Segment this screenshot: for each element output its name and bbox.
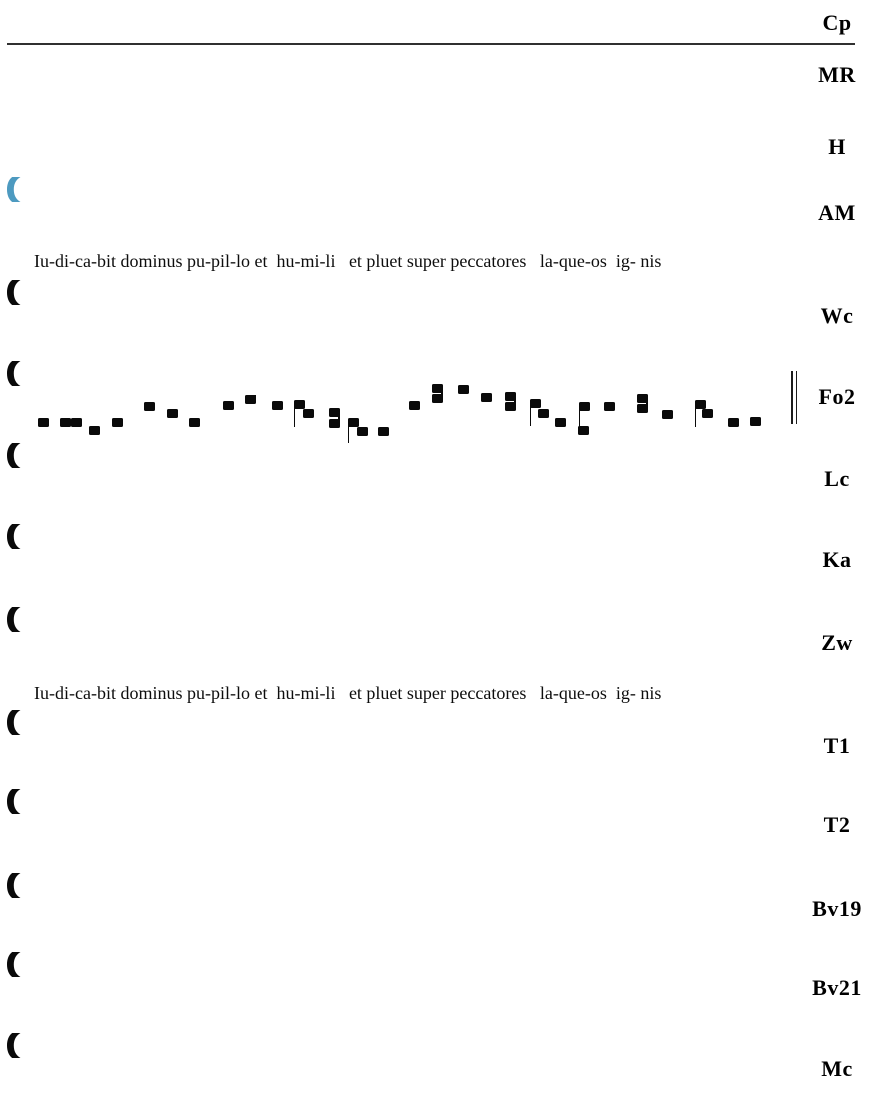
note [112, 418, 123, 427]
staff-line [7, 834, 797, 836]
c-clef-icon [7, 177, 22, 202]
staff-line [7, 772, 797, 774]
note [357, 427, 368, 436]
staff-line [7, 1014, 797, 1016]
note [294, 400, 305, 409]
source-label-mc: Mc [821, 1056, 853, 1081]
note [555, 418, 566, 427]
staff-line [7, 918, 797, 920]
staff-line [7, 406, 797, 408]
staff-line [7, 1078, 797, 1080]
note [167, 409, 178, 418]
staff-line [7, 935, 797, 937]
staff-line [7, 669, 797, 671]
staff-line [7, 534, 797, 536]
source-label-ka: Ka [822, 547, 852, 572]
note [538, 409, 549, 418]
note [604, 402, 615, 411]
note [378, 427, 389, 436]
staff-line [7, 342, 797, 344]
note [695, 400, 706, 409]
source-label-cp: Cp [822, 10, 852, 35]
staff-line [7, 307, 797, 309]
c-clef-icon [7, 1033, 22, 1058]
note [303, 409, 314, 418]
source-label-bv19: Bv19 [812, 896, 862, 921]
end-barline [791, 371, 793, 424]
staff-line [7, 325, 797, 327]
staff-line [7, 239, 797, 241]
source-label-h: H [828, 134, 846, 159]
note [750, 417, 761, 426]
staff-line [7, 997, 797, 999]
note-plica [254, 395, 256, 402]
staff-line [7, 979, 797, 981]
staff-line [7, 187, 797, 189]
podatus-connector [514, 394, 516, 408]
note [530, 399, 541, 408]
podatus-connector [646, 396, 648, 410]
c-clef-icon [7, 280, 22, 305]
staff-line [7, 737, 797, 739]
note-stem [348, 421, 350, 443]
note [189, 418, 200, 427]
top-rule [7, 43, 855, 45]
staff-line [7, 222, 797, 224]
note [458, 385, 469, 394]
staff-line [7, 569, 797, 571]
staff-line [7, 900, 797, 902]
source-label-wc: Wc [820, 303, 854, 328]
note [38, 418, 49, 427]
lyric-line-2: Iu-di-ca-bit dominus pu-pil-lo et hu-mi-li et pluet super peccatores la-que-os ig- nis [34, 683, 662, 703]
staff-line [7, 962, 797, 964]
source-label-zw: Zw [821, 630, 853, 655]
end-barline [796, 371, 798, 424]
note [662, 410, 673, 419]
staff-line [7, 634, 797, 636]
staff-line [7, 470, 797, 472]
staff-line [7, 720, 797, 722]
note-stem [530, 402, 532, 426]
note [71, 418, 82, 427]
staff-line [7, 505, 797, 507]
staff-line [7, 816, 797, 818]
staff-line [7, 423, 797, 425]
staff-line [7, 1095, 797, 1097]
note [579, 402, 590, 411]
staff-line [7, 586, 797, 588]
lyric-line-1: Iu-di-ca-bit dominus pu-pil-lo et hu-mi-li et pluet super peccatores la-que-os ig- nis [34, 251, 662, 271]
note [348, 418, 359, 427]
staff-line [7, 551, 797, 553]
staff-line [7, 1060, 797, 1062]
c-clef-icon [7, 524, 22, 549]
staff-line [7, 290, 797, 292]
note [272, 401, 283, 410]
c-clef-icon [7, 952, 22, 977]
podatus-connector [441, 386, 443, 400]
note-stem [294, 403, 296, 427]
note [702, 409, 713, 418]
staff-line [7, 371, 797, 373]
note [223, 401, 234, 410]
staff-line [7, 755, 797, 757]
source-label-lc: Lc [824, 466, 850, 491]
note [578, 426, 589, 435]
c-clef-icon [7, 607, 22, 632]
c-clef-icon [7, 361, 22, 386]
note [89, 426, 100, 435]
staff-line [7, 851, 797, 853]
note [409, 401, 420, 410]
source-label-t2: T2 [823, 812, 851, 837]
note [144, 402, 155, 411]
staff-line [7, 204, 797, 206]
note [481, 393, 492, 402]
c-clef-icon [7, 873, 22, 898]
staff-line [7, 883, 797, 885]
staff-line [7, 488, 797, 490]
c-clef-icon [7, 710, 22, 735]
source-label-mr: MR [818, 62, 856, 87]
source-label-bv21: Bv21 [812, 975, 862, 1000]
staff-line [7, 799, 797, 801]
podatus-connector [338, 410, 340, 425]
staff-line [7, 652, 797, 654]
note-stem [695, 403, 697, 427]
note [728, 418, 739, 427]
staff-line [7, 388, 797, 390]
note [60, 418, 71, 427]
source-label-fo2: Fo2 [818, 384, 856, 409]
staff-line [7, 617, 797, 619]
source-label-am: AM [818, 200, 856, 225]
c-clef-icon [7, 443, 22, 468]
staff-line [7, 453, 797, 455]
staff-line [7, 1043, 797, 1045]
source-label-t1: T1 [823, 733, 851, 758]
c-clef-icon [7, 789, 22, 814]
